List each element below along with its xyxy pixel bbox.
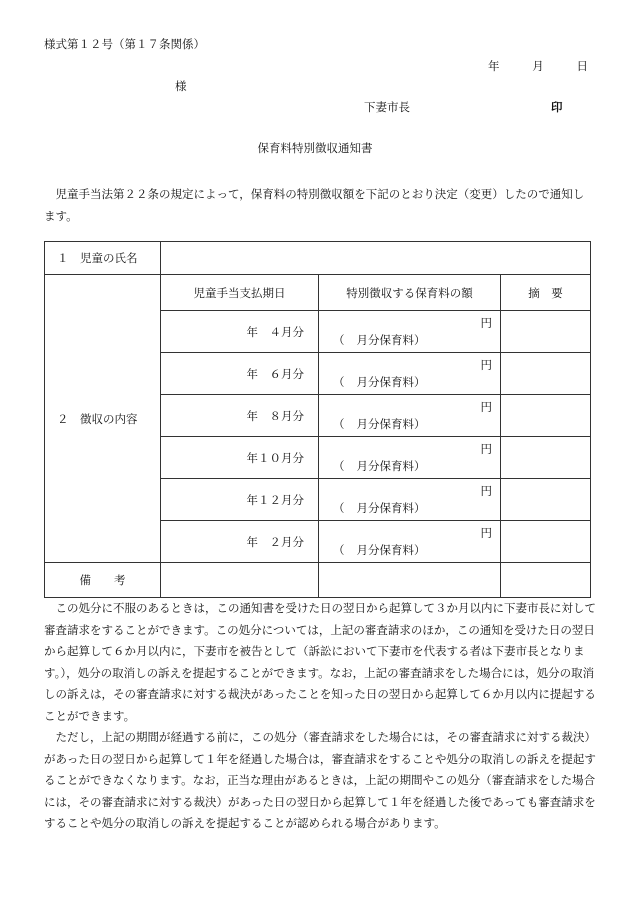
notice-paragraph-2: ただし，上記の期間が経過する前に，この処分（審査請求をした場合には，その審査請求に対する裁決）があった日の翌日から起算して１年を経過した場合は，審査請求をすることや処分の取消しの訴えを提起することができなくなります。なお，正当な理由があるときは，上記の期間やこの処分（審査請求をした場合には，その審査請求に対する裁決）があった日の翌日から起算して１年を経過した後であっても審査請求をすることや処分の取消しの訴えを提起することが認められる場合があります。: [44, 730, 596, 830]
biko-label: 備 考: [45, 563, 161, 598]
amount-cell: [319, 311, 501, 353]
child-name-field: [161, 242, 591, 275]
remarks-cell: [501, 395, 591, 437]
date-month: 月: [532, 59, 544, 73]
yen-unit: 円: [480, 316, 492, 330]
payment-period: 年１２月分: [161, 479, 319, 521]
yen-unit: 円: [480, 358, 492, 372]
biko-field: [501, 563, 591, 598]
paren-open: （: [333, 375, 345, 389]
date-year: 年: [488, 59, 500, 73]
yen-unit: 円: [480, 442, 492, 456]
amount-cell: [319, 353, 501, 395]
payment-date-header: 児童手当支払期日: [161, 275, 319, 311]
amount-cell: [319, 479, 501, 521]
paren-open: （: [333, 543, 345, 557]
document-title: 保育料特別徴収通知書: [257, 141, 373, 155]
collection-table: [44, 241, 591, 598]
amount-cell: [319, 521, 501, 563]
issuer: 下妻市長: [364, 100, 410, 114]
payment-period: 年 ８月分: [161, 395, 319, 437]
remarks-cell: [501, 353, 591, 395]
paren-open: （: [333, 417, 345, 431]
notice-paragraph-1: この処分に不服のあるときは，この通知書を受けた日の翌日から起算して３か月以内に下妻市長に対して審査請求をすることができます。この処分については，上記の審査請求のほか，この通知を受けた日の翌日から起算して６か月以内に，下妻市を被告として（訴訟において下妻市を代表する者は下妻市長となります。），処分の取消しの訴えを提起することができます。なお，上記の審査請求をした場合には，処分の取消しの訴えは，その審査請求に対する裁決があったことを知った日の翌日から起算して６か月以内に提起することができます。: [44, 601, 596, 723]
amount-cell: [319, 437, 501, 479]
seal-mark: 印: [551, 100, 563, 114]
table-header-row: [45, 275, 591, 311]
child-name-label: １ 児童の氏名: [45, 242, 161, 275]
remarks-cell: [501, 437, 591, 479]
intro-text: 児童手当法第２２条の規定によって，保育料の特別徴収額を下記のとおり決定（変更）したので通知します。: [44, 187, 585, 223]
biko-row: [45, 563, 591, 598]
collection-label: ２ 徴収の内容: [45, 275, 161, 563]
payment-period: 年１０月分: [161, 437, 319, 479]
form-number: 様式第１２号（第１７条関係）: [44, 37, 205, 51]
month-fee-label: 月分保育料）: [356, 501, 426, 515]
paren-open: （: [333, 501, 345, 515]
month-fee-label: 月分保育料）: [356, 417, 426, 431]
payment-period: 年 ４月分: [161, 311, 319, 353]
paren-open: （: [333, 333, 345, 347]
remarks-header: 摘 要: [501, 275, 591, 311]
yen-unit: 円: [480, 484, 492, 498]
month-fee-label: 月分保育料）: [356, 543, 426, 557]
date-day: 日: [576, 59, 588, 73]
biko-field: [161, 563, 319, 598]
child-name-row: [45, 242, 591, 275]
amount-header: 特別徴収する保育料の額: [319, 275, 501, 311]
paren-open: （: [333, 459, 345, 473]
month-fee-label: 月分保育料）: [356, 375, 426, 389]
remarks-cell: [501, 311, 591, 353]
biko-field: [319, 563, 501, 598]
payment-period: 年 ６月分: [161, 353, 319, 395]
yen-unit: 円: [480, 400, 492, 414]
addressee-suffix: 様: [175, 79, 187, 93]
remarks-cell: [501, 521, 591, 563]
payment-period: 年 ２月分: [161, 521, 319, 563]
yen-unit: 円: [480, 526, 492, 540]
remarks-cell: [501, 479, 591, 521]
appeal-notice: [44, 598, 596, 835]
month-fee-label: 月分保育料）: [356, 459, 426, 473]
amount-cell: [319, 395, 501, 437]
month-fee-label: 月分保育料）: [356, 333, 426, 347]
date-line: [488, 58, 588, 74]
